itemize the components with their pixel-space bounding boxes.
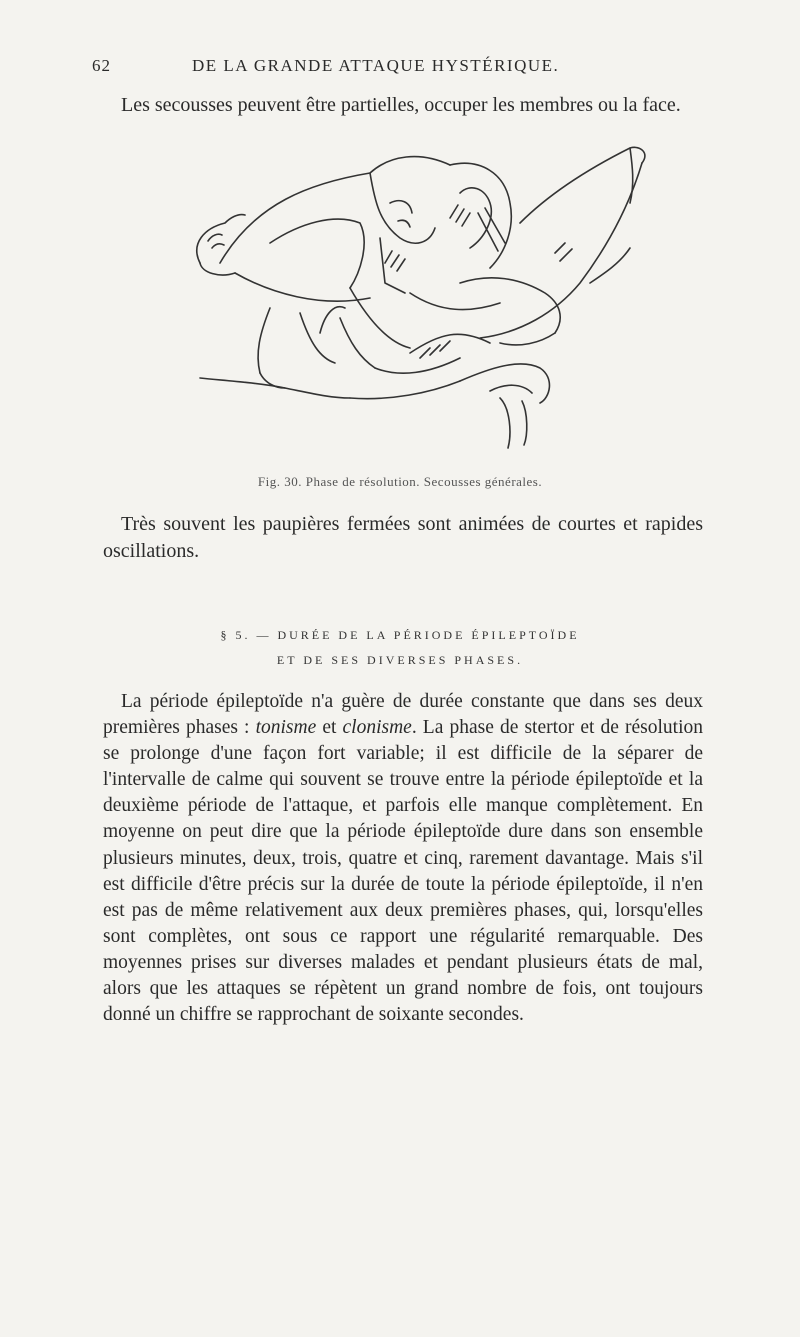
paragraph-secousses-text: Les secousses peuvent être partielles, occuper les membres ou la face.	[121, 94, 681, 116]
paragraph-duree-text-2: . La phase de stertor et de résolution se prolonge d'une façon fort variable; il est difficile de la séparer de l'intervalle de calme qui souvent se trouve entre la période épileptoïde et la deuxième période de l'attaque, et parfois elle manque complètement. En moyenne on peut dire que la période épileptoïde dure dans son ensemble plusieurs minutes, deux, trois, quatre et cinq, rarement davantage. Mais s'il est difficile d'être précis sur la durée de toute la période épileptoïde, il n'en est pas de même relativement aux deux premières phases, qui, lorsqu'elles sont complètes, ont sous ce rapport une régularité remarquable. Des moyennes prises sur diverses malades et pendant plusieurs états de mal, alors que les attaques se répètent un grand nombre de fois, ont toujours donné un chiffre se rapprochant de soixante secondes.	[103, 717, 703, 1026]
term-tonisme: tonisme	[255, 717, 317, 739]
term-clonisme: clonisme	[342, 717, 412, 739]
page-number: 62	[92, 56, 111, 75]
paragraph-duree	[103, 689, 703, 1028]
paragraph-paupieres-text: Très souvent les paupières fermées sont animées de courtes et rapides oscillations.	[103, 513, 703, 562]
figure-illustration	[160, 143, 660, 468]
running-title: DE LA GRANDE ATTAQUE HYSTÉRIQUE.	[192, 56, 560, 75]
paragraph-duree-et: et	[316, 717, 343, 739]
figure-caption: Fig. 30. Phase de résolution. Secousses générales.	[257, 474, 543, 489]
section-heading-line-2: ET DE SES DIVERSES PHASES.	[276, 653, 524, 667]
paragraph-secousses	[103, 92, 703, 119]
section-heading-line-1: § 5. — DURÉE DE LA PÉRIODE ÉPILEPTOÏDE	[220, 628, 580, 642]
running-head	[92, 56, 708, 80]
paragraph-duree-text-1: La période épileptoïde n'a guère de durée constante que dans ses deux premières phases :	[103, 691, 703, 739]
paragraph-paupieres	[103, 511, 703, 564]
